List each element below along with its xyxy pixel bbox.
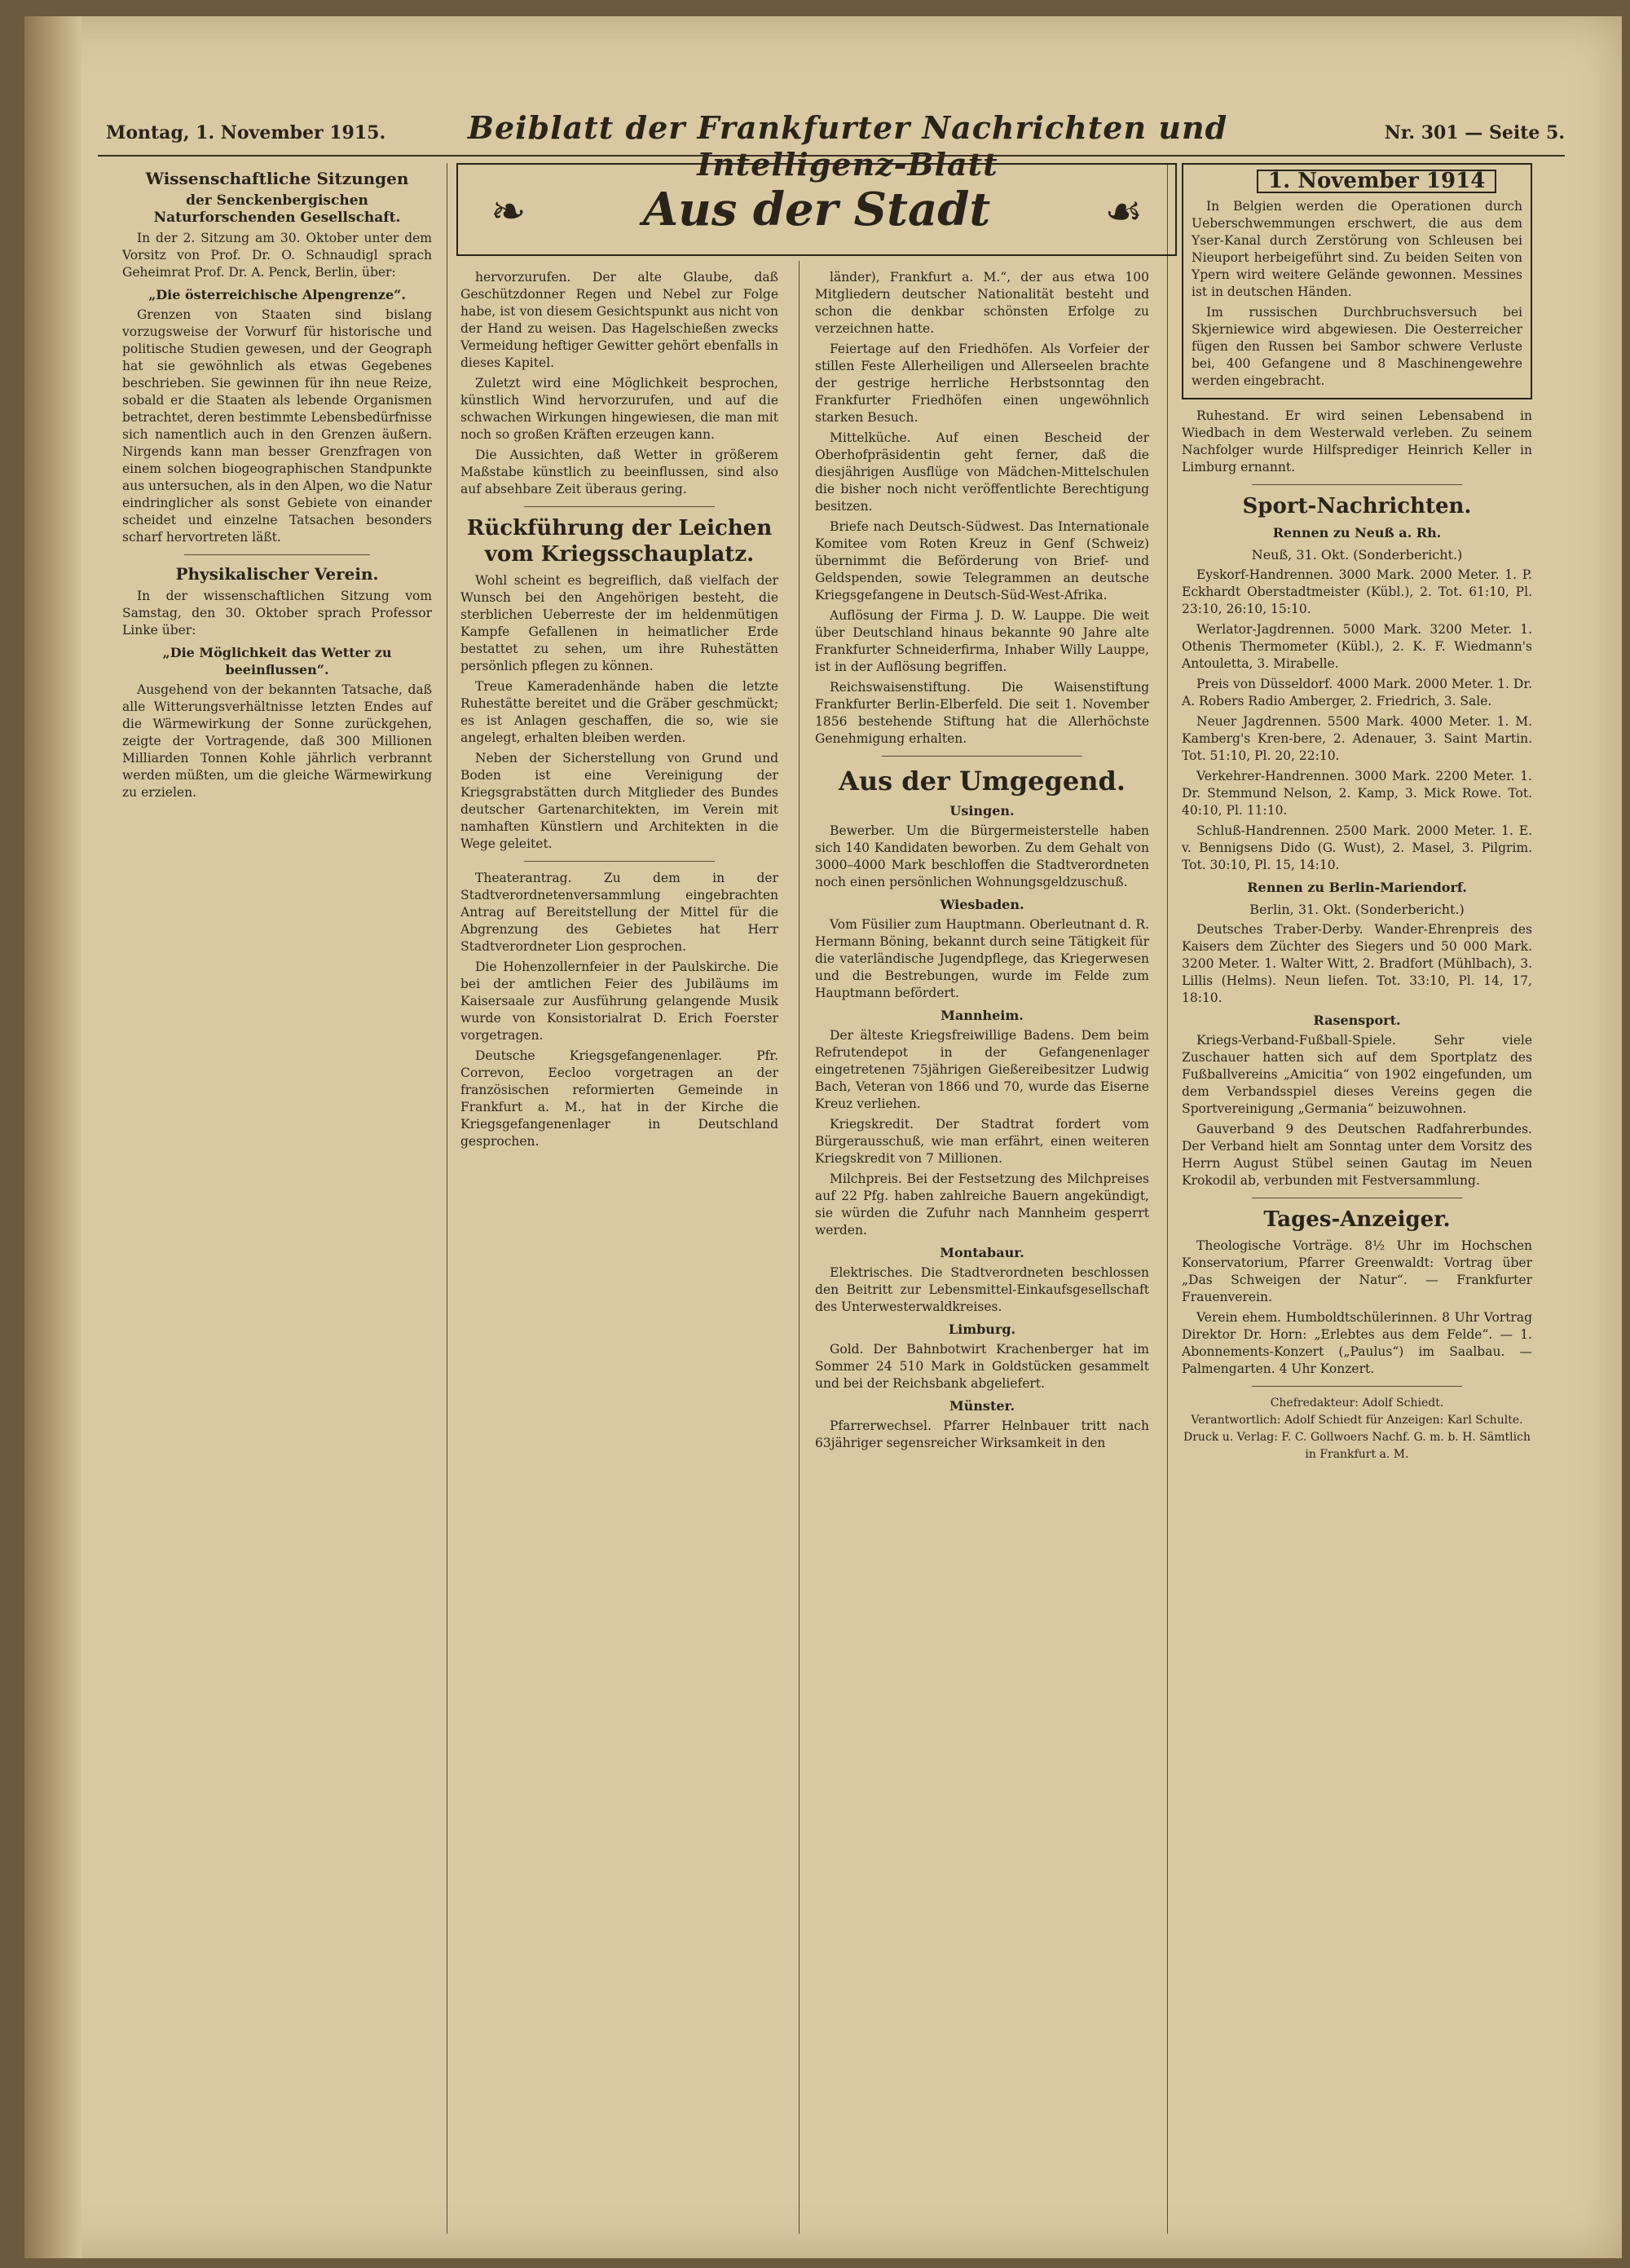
article-paragraph: Vom Füsilier zum Hauptmann. Oberleutnant d. R. Hermann Böning, bekannt durch seine Tätigkeit für die vaterländische Jugendpflege, das Kriegerwesen und die Bestrebungen, wurde im Felde zum Hauptmann befördert. [815, 917, 1149, 1000]
race-result: Schluß-Handrennen. 2500 Mark. 2000 Meter. 1. E. v. Bennigsens Dido (G. Wust), 2. Masel, 3. Pilgrim. Tot. 30:10, Pl. 15, 14:10. [1182, 823, 1532, 872]
article-paragraph: Wohl scheint es begreiflich, daß vielfach der Wunsch bei den Angehörigen besteht, die sterblichen Ueberreste der im heldenmütigen Kampfe Gefallenen in heimatlicher Erde bestattet zu sehen, um ihre Ruhestätten persönlich pflegen zu können. [460, 573, 778, 673]
header-date: Montag, 1. November 1915. [106, 122, 386, 143]
header-rule [98, 155, 1565, 157]
section-heading: Tages-Anzeiger. [1263, 1207, 1451, 1232]
race-result: Deutsches Traber-Derby. Wander-Ehrenpreis des Kaisers dem Züchter des Siegers und 50 000 Mark. 3200 Meter. 1. Walter Witt, 2. Bradfort (Mühlbach), 3. Lillis (Helms). Neun liefen. Tot. 33:10, Pl. 14, 17, 18:10. [1182, 922, 1532, 1005]
race-result: Eyskorf-Handrennen. 3000 Mark. 2000 Meter. 1. P. Eckhardt Oberstadtmeister (Kübl.), 2. Tot. 61:10, Pl. 23:10, 26:10, 15:10. [1182, 567, 1532, 616]
article-paragraph: Deutsche Kriegsgefangenenlager. Pfr. Correvon, Eecloo vorgetragen an der französischen reformierten Gemeinde in Frankfurt a. M., hat in der Kirche die Kriegsgefangenenlager in Deutschland gesprochen. [460, 1048, 778, 1149]
column-1 [122, 163, 432, 805]
article-paragraph: Elektrisches. Die Stadtverordneten beschlossen den Beitritt zur Lebensmittel-Einkaufsgesellschaft des Unterwesterwaldkreises. [815, 1265, 1149, 1314]
separator [184, 554, 370, 555]
article-paragraph: Briefe nach Deutsch-Südwest. Das Internationale Komitee vom Roten Kreuz in Genf (Schweiz) übernimmt die Beförderung von Brief- und Geldspenden, sowie Telegrammen an deutsche Kriegsgefangene in Deutsch-Süd-West-Afrika. [815, 519, 1149, 602]
article-paragraph: Im russischen Durchbruchsversuch bei Skjerniewice wird abgewiesen. Die Oesterreicher fügen den Russen bei Sambor schwere Verluste bei, 400 Gefangene und 8 Maschinengewehre werden eingebracht. [1192, 305, 1522, 388]
header-title: Beiblatt der Frankfurter Nachrichten und Intelligenz-Blatt [467, 109, 1228, 183]
article-paragraph: Theologische Vorträge. 8½ Uhr im Hochschen Konservatorium, Pfarrer Greenwaldt: Vortrag über „Das Schweigen der Natur“. — Frankfurter Frauenverein. [1182, 1238, 1532, 1304]
section-heading: Sport-Nachrichten. [1242, 494, 1472, 518]
section-title-box [456, 163, 1177, 256]
race-dateline: Berlin, 31. Okt. (Sonderbericht.) [1249, 902, 1465, 917]
article-paragraph: Grenzen von Staaten sind bislang vorzugsweise der Vorwurf für historische und politische Studien gewesen, und der Geograph hat sie gewöhnlich als etwas Gegebenes beschrieben. Sie gewinnen für ihn neue Reize, sobald er die Staaten als lebende Organismen betrachtet, deren bestimmte Lebensbedürfnisse sich namentlich auch in den Grenzen äußern. Nirgends kann man besser Grenzfragen von einem solchen biogeographischen Standpunkte aus untersuchen, als in den Alpen, wo die Natur eindringlicher als sonst Gebiete von einander scheidet und einzelne Tatsachen besonders scharf hervortreten läßt. [122, 307, 432, 545]
separator [524, 861, 715, 862]
article-paragraph: Zuletzt wird eine Möglichkeit besprochen, künstlich Wind hervorzurufen, und auf die schwachen Wirkungen hingewiesen, die man mit noch so großen Kräften erzeugen kann. [460, 376, 778, 442]
article-paragraph: Ausgehend von der bekannten Tatsache, daß alle Witterungsverhältnisse letzten Endes auf die Wärmewirkung der Sonne zurückgehen, zeigte der Vortragende, daß 300 Millionen Milliarden Tonnen Kohle jährlich verbrannt werden müßten, um die gleiche Wärmewirkung zu erzielen. [122, 682, 432, 800]
place-heading: Münster. [949, 1398, 1015, 1414]
column-3 [815, 269, 1149, 1455]
article-paragraph: Neben der Sicherstellung von Grund und Boden ist eine Vereinigung der Kriegsgrabstätten durch Mitglieder des Bundes deutscher Gartenarchitekten, im Verein mit namhaften Künstlern und Architekten in die Wege geleitet. [460, 751, 778, 851]
section-heading: Aus der Umgegend. [839, 766, 1126, 796]
column-rule [1167, 163, 1168, 2234]
article-paragraph: hervorzurufen. Der alte Glaube, daß Geschützdonner Regen und Nebel zur Folge habe, ist von diesem Gesichtspunkt aus nicht von der Hand zu weisen. Das Hagelschießen zwecks Vermeidung heftiger Gewitter gehört ebenfalls in dieses Kapitel. [460, 270, 778, 370]
article-paragraph: In Belgien werden die Operationen durch Ueberschwemmungen erschwert, die aus dem Yser-Kanal durch Zerstörung von Schleusen bei Nieuport herbeigeführt sind. Zu beiden Seiten von Ypern wird weitere Gelände gewonnen. Messines ist in deutschen Händen. [1192, 199, 1522, 299]
article-paragraph: Kriegs-Verband-Fußball-Spiele. Sehr viele Zuschauer hatten sich auf dem Sportplatz des Fußballvereins „Amicitia“ von 1902 eingefunden, um dem Verbandsspiel dieses Vereins gegen die Sportvereinigung „Germania“ beizuwohnen. [1182, 1033, 1532, 1116]
column-rule [799, 261, 800, 2234]
article-paragraph: Pfarrerwechsel. Pfarrer Helnbauer tritt nach 63jähriger segensreicher Wirksamkeit in den [815, 1419, 1149, 1450]
column-2 [460, 269, 778, 1154]
article-paragraph: Milchpreis. Bei der Festsetzung des Milchpreises auf 22 Pfg. haben zahlreiche Bauern angekündigt, sie würden die Zufuhr nach Mannheim gesperrt werden. [815, 1172, 1149, 1238]
lecture-topic: „Die österreichische Alpengrenze“. [148, 287, 406, 302]
article-heading: Rückführung der Leichen vom Kriegsschauplatz. [466, 516, 773, 567]
article-paragraph: Kriegskredit. Der Stadtrat fordert vom Bürgerausschuß, wie man erfährt, einen weiteren Kriegskredit von 7 Millionen. [815, 1117, 1149, 1166]
column-4 [1182, 163, 1532, 1463]
place-heading: Usingen. [949, 803, 1015, 819]
separator [882, 756, 1082, 757]
header-page-number: Nr. 301 — Seite 5. [1384, 122, 1565, 143]
race-result: Werlator-Jagdrennen. 5000 Mark. 3200 Meter. 1. Othenis Thermometer (Kübl.), 2. K. F. Wiedmann's Antouletta, 3. Mirabelle. [1182, 622, 1532, 671]
race-result: Neuer Jagdrennen. 5500 Mark. 4000 Meter. 1. M. Kamberg's Kren-bere, 2. Adenauer, 3. Saint Martin. Tot. 51:10, Pl. 20, 22:10. [1182, 714, 1532, 763]
article-paragraph: Gauverband 9 des Deutschen Radfahrerbundes. Der Verband hielt am Sonntag unter dem Vorsitz des Herrn August Stübel seinen Gautag im Neuen Krokodil ab, verbunden mit Festversammlung. [1182, 1122, 1532, 1188]
section-title: Aus der Stadt [642, 183, 991, 236]
article-paragraph: Treue Kameradenhände haben die letzte Ruhestätte bereitet und die Gräber geschmückt; es ist Anlagen geschaffen, die so, wie sie angelegt, erhalten bleiben werden. [460, 679, 778, 745]
anniversary-date: 1. November 1914 [1257, 170, 1496, 193]
article-paragraph: Mittelküche. Auf einen Bescheid der Oberhofpräsidentin geht ferner, daß die diesjährigen Ausflüge von Mädchen-Mittelschulen die bisher noch nicht veröffentlichte Berechtigung besitzen. [815, 430, 1149, 514]
article-paragraph: Feiertage auf den Friedhöfen. Als Vorfeier der stillen Feste Allerheiligen und Allerseelen brachte der gestrige herrliche Herbstsonntag den Frankfurter Friedhöfen einen ungewöhnlich starken Besuch. [815, 342, 1149, 425]
article-paragraph: Der älteste Kriegsfreiwillige Badens. Dem beim Refrutendepot in der Gefangenenlager eingetretenen 75jährigen Gießereibesitzer Ludwig Bach, Veteran von 1866 und 70, wurde das Eiserne Kreuz verliehen. [815, 1028, 1149, 1111]
imprint [1182, 1395, 1532, 1463]
race-result: Preis von Düsseldorf. 4000 Mark. 2000 Meter. 1. Dr. A. Robers Radio Amberger, 2. Friedrich, 3. Sale. [1182, 677, 1532, 708]
article-paragraph: Die Hohenzollernfeier in der Paulskirche. Die bei der amtlichen Feier des Jubiläums im Kaisersaale zur Ausführung gelangende Musik wurde von Konsistorialrat D. Erich Foerster vorgetragen. [460, 960, 778, 1043]
place-heading: Montabaur. [940, 1245, 1024, 1260]
article-subheading: der Senckenbergischen Naturforschenden Gesellschaft. [153, 192, 401, 226]
anniversary-box [1182, 163, 1532, 399]
article-paragraph: länder), Frankfurt a. M.“, der aus etwa 100 Mitgliedern deutscher Nationalität besteht und schon die denkbar schönsten Erfolge zu verzeichnen hatte. [815, 270, 1149, 336]
race-result: Verkehrer-Handrennen. 3000 Mark. 2200 Meter. 1. Dr. Stemmund Nelson, 2. Kamp, 3. Mick Rowe. Tot. 40:10, Pl. 11:10. [1182, 769, 1532, 818]
article-paragraph: Auflösung der Firma J. D. W. Lauppe. Die weit über Deutschland hinaus bekannte 90 Jahre alte Frankfurter Schneiderfirma, Inhaber Willy Lauppe, ist in der Auflösung begriffen. [815, 608, 1149, 674]
place-heading: Wiesbaden. [940, 897, 1024, 912]
race-dateline: Neuß, 31. Okt. (Sonderbericht.) [1251, 547, 1463, 563]
page-binding [24, 16, 82, 2258]
imprint-line: Druck u. Verlag: F. C. Gollwoers Nachf. G. m. b. H. Sämtlich in Frankfurt a. M. [1183, 1431, 1531, 1461]
separator [1252, 484, 1462, 485]
separator [524, 506, 715, 507]
race-heading: Rennen zu Berlin-Mariendorf. [1247, 880, 1467, 895]
article-paragraph: Theaterantrag. Zu dem in der Stadtverordnetenversammlung eingebrachten Antrag auf Bereitstellung der Mittel für die Abgrenzung des Gebietes hat Herr Stadtverordneter Lion gesprochen. [460, 871, 778, 954]
article-paragraph: Die Aussichten, daß Wetter in größerem Maßstabe künstlich zu beeinflussen, sind also auf absehbare Zeit überaus gering. [460, 448, 778, 496]
lecture-topic: „Die Möglichkeit das Wetter zu beeinflussen“. [162, 645, 392, 677]
article-heading: Wissenschaftliche Sitzungen [145, 169, 409, 188]
separator [1252, 1386, 1462, 1387]
article-paragraph: Gold. Der Bahnbotwirt Krachenberger hat im Sommer 24 510 Mark in Goldstücken gesammelt und bei der Reichsbank abgeliefert. [815, 1342, 1149, 1391]
place-heading: Limburg. [948, 1322, 1016, 1337]
race-heading: Rennen zu Neuß a. Rh. [1272, 525, 1442, 541]
article-paragraph: Verein ehem. Humboldtschülerinnen. 8 Uhr Vortrag Direktor Dr. Horn: „Erlebtes aus dem Felde“. — 1. Abonnements-Konzert („Paulus“) im Saalbau. — Palmengarten. 4 Uhr Konzert. [1182, 1310, 1532, 1376]
article-paragraph: In der wissenschaftlichen Sitzung vom Samstag, den 30. Oktober sprach Professor Linke über: [122, 589, 432, 638]
article-paragraph: Bewerber. Um die Bürgermeisterstelle haben sich 140 Kandidaten beworben. Zu dem Gehalt von 3000–4000 Mark beschloffen die Stadtverordneten noch einen persönlichen Wohnungsgeldzuschuß. [815, 823, 1149, 889]
article-paragraph: Reichswaisenstiftung. Die Waisenstiftung Frankfurter Berlin-Elberfeld. Die seit 1. November 1856 bestehende Stiftung hat die Allerhöchste Genehmigung erhalten. [815, 680, 1149, 746]
article-paragraph: Ruhestand. Er wird seinen Lebensabend in Wiedbach in dem Westerwald verleben. Zu seinem Nachfolger wurde Hilfsprediger Heinrich Keller in Limburg ernannt. [1182, 408, 1532, 474]
article-heading: Physikalischer Verein. [175, 564, 379, 584]
imprint-line: Verantwortlich: Adolf Schiedt für Anzeigen: Karl Schulte. [1191, 1414, 1523, 1427]
article-paragraph: In der 2. Sitzung am 30. Oktober unter dem Vorsitz von Prof. Dr. O. Schnaudigl sprach Geheimrat Prof. Dr. A. Penck, Berlin, über: [122, 231, 432, 280]
place-heading: Mannheim. [941, 1008, 1024, 1023]
sport-subheading: Rasensport. [1313, 1013, 1401, 1028]
imprint-line: Chefredakteur: Adolf Schiedt. [1270, 1397, 1444, 1410]
ornament-icon: ❧ [491, 188, 526, 236]
ornament-icon: ☙ [1104, 188, 1143, 236]
